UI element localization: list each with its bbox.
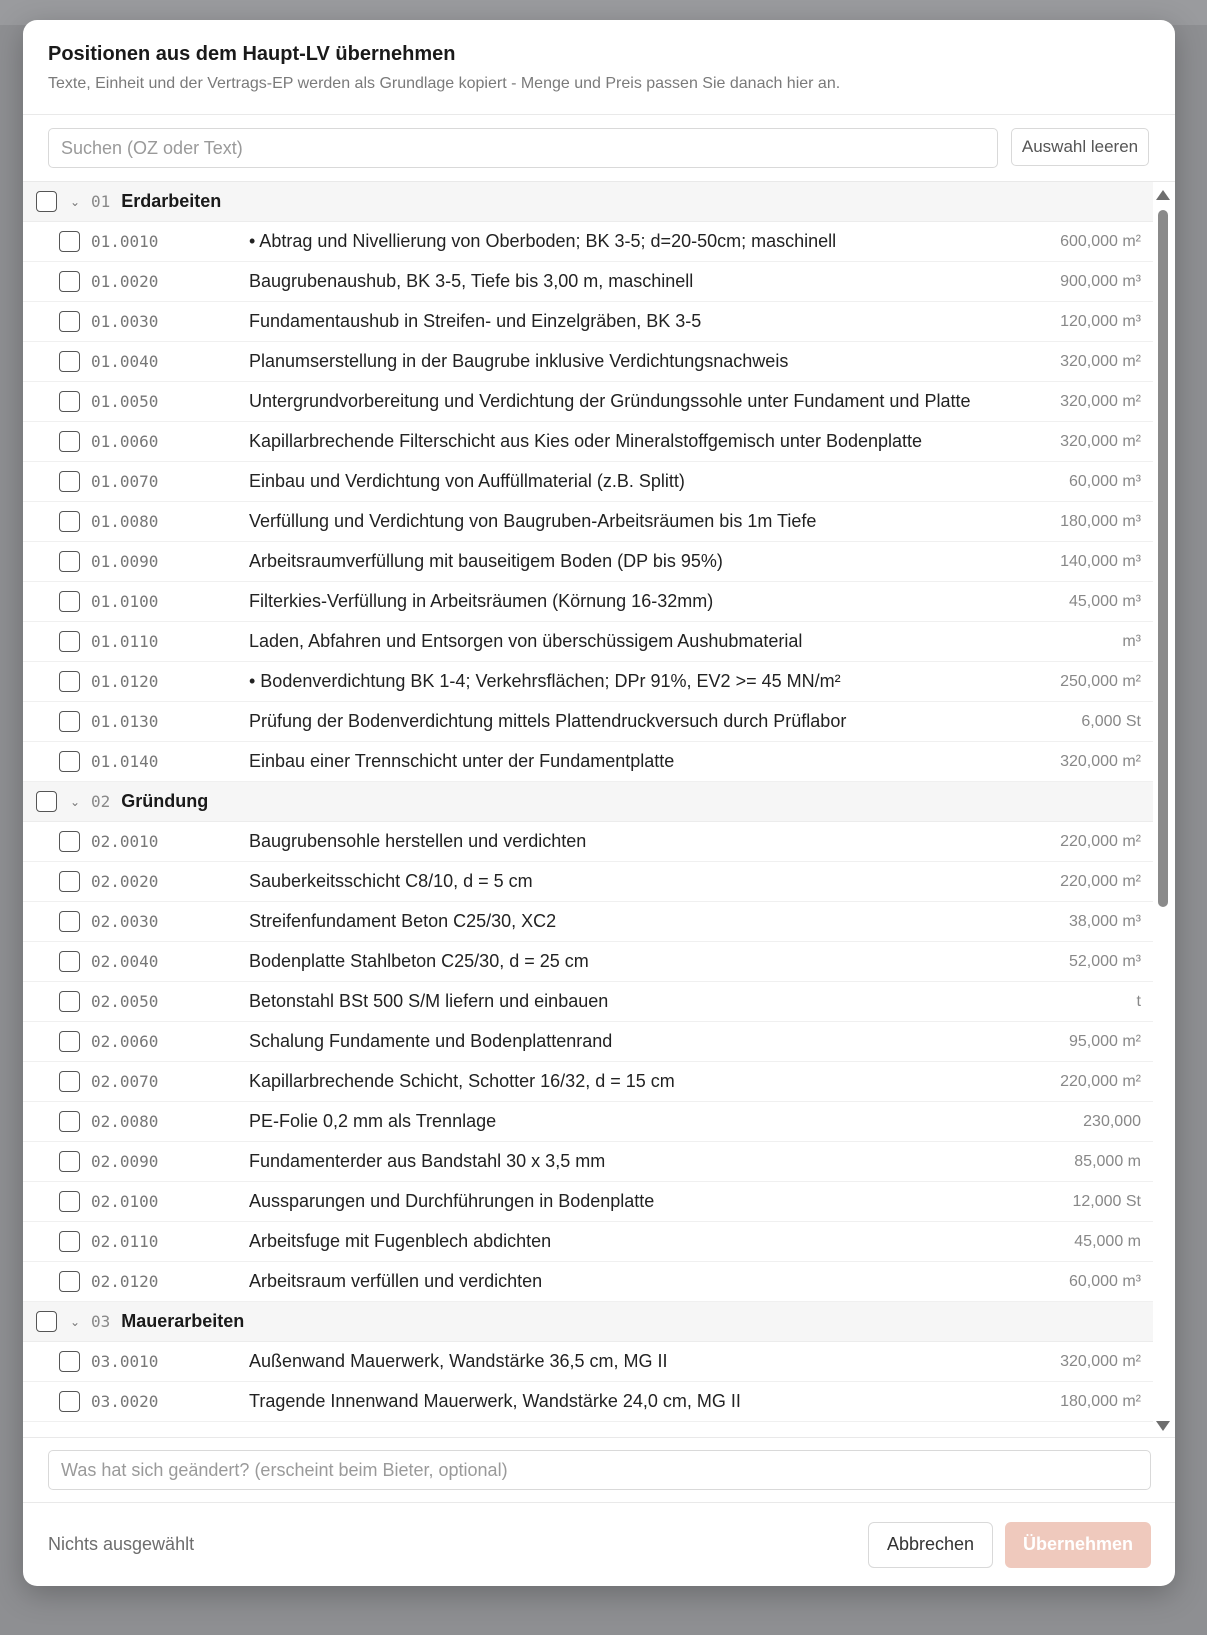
position-oz: 02.0070 [91, 1072, 159, 1091]
position-oz: 01.0010 [91, 232, 159, 251]
position-text: • Abtrag und Nivellierung von Oberboden; BK 3-5; d=20-50cm; maschinell [249, 231, 837, 251]
position-checkbox[interactable] [59, 1351, 80, 1372]
position-row[interactable] [23, 822, 1153, 862]
position-oz: 02.0060 [91, 1032, 159, 1051]
position-quantity: 95,000 m² [1068, 1032, 1141, 1050]
search-input[interactable] [48, 128, 998, 168]
position-checkbox[interactable] [59, 1151, 80, 1172]
position-text: Einbau einer Trennschicht unter der Fundamentplatte [249, 751, 675, 771]
position-text: Laden, Abfahren und Entsorgen von überschüssigem Aushubmaterial [249, 631, 803, 651]
position-quantity: 320,000 m² [1060, 352, 1141, 370]
position-oz: 01.0050 [91, 392, 159, 411]
position-row[interactable] [23, 1262, 1153, 1302]
position-checkbox[interactable] [59, 551, 80, 572]
position-quantity: 250,000 m² [1060, 672, 1141, 690]
position-row[interactable] [23, 342, 1153, 382]
position-quantity: 600,000 m² [1060, 232, 1141, 250]
position-row[interactable] [23, 382, 1153, 422]
position-text: Planumserstellung in der Baugrube inklusive Verdichtungsnachweis [249, 351, 789, 371]
position-quantity: 45,000 m³ [1068, 592, 1141, 610]
position-quantity: 900,000 m³ [1060, 272, 1141, 290]
position-oz: 02.0020 [91, 872, 159, 891]
position-oz: 01.0080 [91, 512, 159, 531]
position-checkbox[interactable] [59, 911, 80, 932]
position-checkbox[interactable] [59, 1231, 80, 1252]
position-row[interactable] [23, 262, 1153, 302]
position-text: Kapillarbrechende Filterschicht aus Kies oder Mineralstoffgemisch unter Bodenplatte [249, 431, 923, 451]
position-checkbox[interactable] [59, 231, 80, 252]
position-checkbox[interactable] [59, 1071, 80, 1092]
position-checkbox[interactable] [59, 391, 80, 412]
group-title: Erdarbeiten [121, 191, 222, 211]
position-oz: 01.0040 [91, 352, 159, 371]
position-text: Bodenplatte Stahlbeton C25/30, d = 25 cm [249, 951, 589, 971]
position-text: Baugrubenaushub, BK 3-5, Tiefe bis 3,00 m, maschinell [249, 271, 694, 291]
position-text: Kapillarbrechende Schicht, Schotter 16/32, d = 15 cm [249, 1071, 675, 1091]
dialog-subtitle: Texte, Einheit und der Vertrags-EP werden als Grundlage kopiert - Menge und Preis passen Sie danach hier an. [48, 75, 841, 92]
position-row[interactable] [23, 1182, 1153, 1222]
position-oz: 01.0090 [91, 552, 159, 571]
position-quantity: 320,000 m² [1060, 392, 1141, 410]
search-bar [23, 115, 1175, 182]
position-row[interactable] [23, 222, 1153, 262]
position-row[interactable] [23, 1062, 1153, 1102]
position-oz: 01.0130 [91, 712, 159, 731]
scroll-up-arrow-icon[interactable] [1156, 190, 1170, 200]
apply-button[interactable]: Übernehmen [1005, 1522, 1151, 1568]
group-checkbox[interactable] [36, 191, 57, 212]
position-row[interactable] [23, 302, 1153, 342]
position-text: Verfüllung und Verdichtung von Baugruben-Arbeitsräumen bis 1m Tiefe [249, 511, 817, 531]
position-checkbox[interactable] [59, 831, 80, 852]
group-row[interactable] [23, 782, 1153, 822]
position-checkbox[interactable] [59, 711, 80, 732]
position-row[interactable] [23, 582, 1153, 622]
chevron-down-icon[interactable]: ⌄ [69, 794, 81, 809]
position-quantity: 60,000 m³ [1068, 1272, 1141, 1290]
position-oz: 02.0080 [91, 1112, 159, 1131]
change-note-row [23, 1437, 1175, 1503]
clear-selection-button[interactable]: Auswahl leeren [1011, 128, 1149, 166]
position-quantity: 220,000 m² [1060, 832, 1141, 850]
position-text: Arbeitsraum verfüllen und verdichten [249, 1271, 543, 1291]
position-quantity: 60,000 m³ [1068, 472, 1141, 490]
position-text: Aussparungen und Durchführungen in Bodenplatte [249, 1191, 655, 1211]
position-row[interactable] [23, 1222, 1153, 1262]
position-checkbox[interactable] [59, 271, 80, 292]
position-checkbox[interactable] [59, 951, 80, 972]
group-checkbox[interactable] [36, 791, 57, 812]
scrollbar-thumb[interactable] [1158, 210, 1168, 907]
position-text: Baugrubensohle herstellen und verdichten [249, 831, 587, 851]
position-quantity: 180,000 m² [1060, 1392, 1141, 1410]
position-oz: 01.0020 [91, 272, 159, 291]
position-text: Streifenfundament Beton C25/30, XC2 [249, 911, 557, 931]
scrollbar[interactable] [1155, 182, 1171, 1437]
position-row[interactable] [23, 942, 1153, 982]
position-oz: 02.0030 [91, 912, 159, 931]
position-row[interactable] [23, 862, 1153, 902]
position-text: Tragende Innenwand Mauerwerk, Wandstärke 24,0 cm, MG II [249, 1391, 741, 1411]
position-text: Sauberkeitsschicht C8/10, d = 5 cm [249, 871, 533, 891]
position-quantity: 12,000 St [1072, 1192, 1141, 1210]
position-quantity: 230,000 [1083, 1112, 1141, 1130]
position-row[interactable] [23, 742, 1153, 782]
position-row[interactable] [23, 1382, 1153, 1422]
position-oz: 02.0100 [91, 1192, 159, 1211]
position-quantity: 85,000 m [1074, 1152, 1141, 1170]
position-checkbox[interactable] [59, 1111, 80, 1132]
position-row[interactable] [23, 662, 1153, 702]
position-oz: 01.0070 [91, 472, 159, 491]
position-quantity: 38,000 m³ [1068, 912, 1141, 930]
position-checkbox[interactable] [59, 631, 80, 652]
position-text: • Bodenverdichtung BK 1-4; Verkehrsflächen; DPr 91%, EV2 >= 45 MN/m² [249, 671, 841, 691]
scroll-down-arrow-icon[interactable] [1156, 1421, 1170, 1431]
position-oz: 02.0040 [91, 952, 159, 971]
position-checkbox[interactable] [59, 591, 80, 612]
position-oz: 03.0010 [91, 1352, 159, 1371]
position-oz: 02.0050 [91, 992, 159, 1011]
position-oz: 02.0120 [91, 1272, 159, 1291]
position-quantity: 220,000 m² [1060, 872, 1141, 890]
position-row[interactable] [23, 422, 1153, 462]
group-number: 03 [91, 1312, 111, 1331]
position-checkbox[interactable] [59, 751, 80, 772]
position-text: Filterkies-Verfüllung in Arbeitsräumen (Körnung 16-32mm) [249, 591, 714, 611]
position-checkbox[interactable] [59, 471, 80, 492]
position-checkbox[interactable] [59, 311, 80, 332]
chevron-down-icon[interactable]: ⌄ [69, 194, 81, 209]
cancel-button[interactable]: Abbrechen [868, 1522, 993, 1568]
position-checkbox[interactable] [59, 1191, 80, 1212]
selection-status: Nichts ausgewählt [48, 1534, 195, 1554]
position-text: Fundamentaushub in Streifen- und Einzelgräben, BK 3-5 [249, 311, 702, 331]
position-row[interactable] [23, 502, 1153, 542]
dialog-footer [23, 1503, 1175, 1586]
position-text: Schalung Fundamente und Bodenplattenrand [249, 1031, 613, 1051]
position-text: Untergrundvorbereitung und Verdichtung der Gründungssohle unter Fundament und Platte [249, 391, 971, 411]
position-quantity: 140,000 m³ [1060, 552, 1141, 570]
change-note-input[interactable] [48, 1450, 1151, 1490]
position-quantity: 52,000 m³ [1068, 952, 1141, 970]
position-row[interactable] [23, 622, 1153, 662]
group-row[interactable] [23, 182, 1153, 222]
position-checkbox[interactable] [59, 351, 80, 372]
positions-rows [23, 182, 1153, 1422]
position-checkbox[interactable] [59, 511, 80, 532]
group-row[interactable] [23, 1302, 1153, 1342]
import-positions-dialog [23, 20, 1175, 1586]
dialog-header [23, 20, 1175, 115]
position-row[interactable] [23, 982, 1153, 1022]
position-row[interactable] [23, 462, 1153, 502]
group-checkbox[interactable] [36, 1311, 57, 1332]
position-row[interactable] [23, 702, 1153, 742]
chevron-down-icon[interactable]: ⌄ [69, 1314, 81, 1329]
position-text: Arbeitsraumverfüllung mit bauseitigem Boden (DP bis 95%) [249, 551, 723, 571]
group-title: Mauerarbeiten [121, 1311, 245, 1331]
position-checkbox[interactable] [59, 671, 80, 692]
position-row[interactable] [23, 1142, 1153, 1182]
position-text: Einbau und Verdichtung von Auffüllmaterial (z.B. Splitt) [249, 471, 685, 491]
position-quantity: 320,000 m² [1060, 1352, 1141, 1370]
position-text: Prüfung der Bodenverdichtung mittels Plattendruckversuch durch Prüflabor [249, 711, 847, 731]
position-oz: 01.0100 [91, 592, 159, 611]
position-oz: 02.0090 [91, 1152, 159, 1171]
position-quantity: 6,000 St [1081, 712, 1141, 730]
position-quantity: m³ [1122, 632, 1141, 650]
position-quantity: 320,000 m² [1060, 752, 1141, 770]
position-row[interactable] [23, 1102, 1153, 1142]
position-text: PE-Folie 0,2 mm als Trennlage [249, 1111, 497, 1131]
position-oz: 01.0110 [91, 632, 159, 651]
position-oz: 01.0060 [91, 432, 159, 451]
position-oz: 02.0010 [91, 832, 159, 851]
group-number: 01 [91, 192, 111, 211]
position-checkbox[interactable] [59, 1391, 80, 1412]
position-checkbox[interactable] [59, 1271, 80, 1292]
position-checkbox[interactable] [59, 1031, 80, 1052]
position-oz: 01.0120 [91, 672, 159, 691]
dialog-title: Positionen aus dem Haupt-LV übernehmen [48, 43, 456, 65]
group-title: Gründung [121, 791, 209, 811]
position-row[interactable] [23, 902, 1153, 942]
position-checkbox[interactable] [59, 991, 80, 1012]
position-row[interactable] [23, 1342, 1153, 1382]
position-row[interactable] [23, 1022, 1153, 1062]
position-oz: 01.0140 [91, 752, 159, 771]
position-row[interactable] [23, 542, 1153, 582]
positions-list[interactable] [23, 182, 1175, 1437]
position-text: Außenwand Mauerwerk, Wandstärke 36,5 cm, MG II [249, 1351, 668, 1371]
position-text: Betonstahl BSt 500 S/M liefern und einbauen [249, 991, 609, 1011]
position-quantity: 45,000 m [1074, 1232, 1141, 1250]
position-quantity: 120,000 m³ [1060, 312, 1141, 330]
position-text: Fundamenterder aus Bandstahl 30 x 3,5 mm [249, 1151, 606, 1171]
position-oz: 01.0030 [91, 312, 159, 331]
position-quantity: 320,000 m² [1060, 432, 1141, 450]
position-checkbox[interactable] [59, 871, 80, 892]
position-text: Arbeitsfuge mit Fugenblech abdichten [249, 1231, 552, 1251]
position-quantity: 220,000 m² [1060, 1072, 1141, 1090]
position-quantity: 180,000 m³ [1060, 512, 1141, 530]
position-oz: 03.0020 [91, 1392, 159, 1411]
group-number: 02 [91, 792, 111, 811]
position-checkbox[interactable] [59, 431, 80, 452]
position-quantity: t [1136, 992, 1141, 1010]
position-oz: 02.0110 [91, 1232, 159, 1251]
